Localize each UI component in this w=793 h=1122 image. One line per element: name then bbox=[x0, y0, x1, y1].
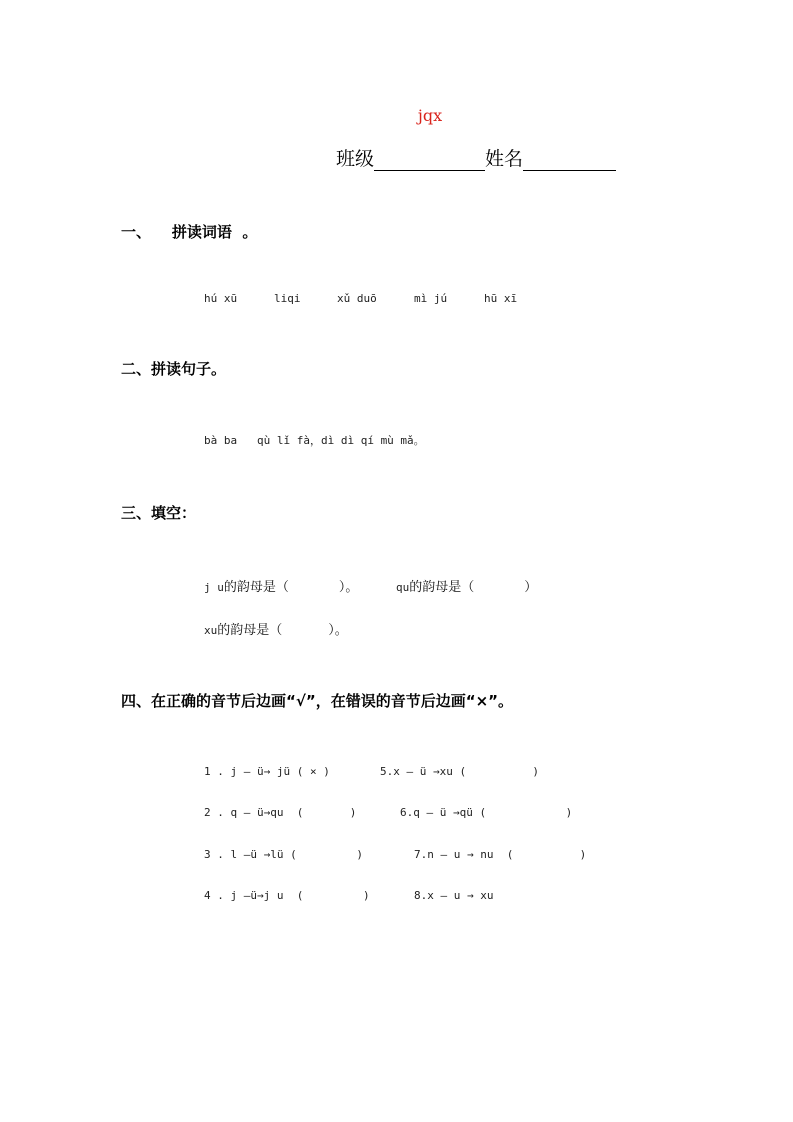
fill-item-1 bbox=[204, 576, 358, 595]
item-answer[interactable]: ( ) bbox=[506, 848, 587, 861]
item-expression: q — ü →qü bbox=[413, 806, 473, 819]
judge-item-1 bbox=[204, 765, 330, 778]
item-number: 3 . bbox=[204, 848, 224, 861]
fill-prompt: 的韵母是（ bbox=[409, 580, 475, 595]
word-5: hū xī bbox=[484, 292, 518, 305]
section-4-heading: 四、在正确的音节后边画“√”，在错误的音节后边画“×”。 bbox=[121, 692, 514, 710]
item-expression: j — ü→ jü bbox=[230, 765, 291, 778]
fill-prompt: 的韵母是（ bbox=[223, 580, 289, 595]
document-title: jqx bbox=[417, 106, 443, 125]
fill-syllable: xu bbox=[204, 624, 218, 637]
item-number: 6. bbox=[400, 806, 414, 819]
item-expression: l —ü →lü bbox=[230, 848, 284, 861]
judge-item-6 bbox=[400, 806, 572, 819]
fill-syllable: j u bbox=[204, 581, 224, 594]
item-number: 8. bbox=[414, 889, 428, 902]
item-number: 4 . bbox=[204, 889, 224, 902]
fill-syllable: qu bbox=[396, 581, 410, 594]
item-number: 1 . bbox=[204, 765, 224, 778]
fill-prompt: 的韵母是（ bbox=[217, 623, 283, 638]
name-blank[interactable] bbox=[523, 148, 616, 171]
fill-item-2 bbox=[396, 576, 537, 595]
fill-tail: ） bbox=[524, 580, 538, 595]
item-answer[interactable]: ( ) bbox=[296, 889, 370, 902]
item-answer[interactable]: ( × ) bbox=[296, 765, 330, 778]
item-answer[interactable]: ( ) bbox=[296, 806, 357, 819]
student-info-line bbox=[336, 144, 616, 171]
fill-tail: ）。 bbox=[328, 623, 348, 638]
section-3-heading: 三、填空： bbox=[121, 504, 197, 522]
judge-item-4 bbox=[204, 889, 370, 902]
item-answer[interactable]: ( ) bbox=[290, 848, 363, 861]
section-2-heading: 二、拼读句子。 bbox=[121, 360, 227, 378]
section-1-heading: 一、 拼读词语 。 bbox=[121, 223, 258, 241]
fill-item-3 bbox=[204, 619, 348, 638]
judge-item-5 bbox=[380, 765, 539, 778]
item-number: 2 . bbox=[204, 806, 224, 819]
item-number: 7. bbox=[414, 848, 428, 861]
item-expression: x — u → xu bbox=[427, 889, 494, 902]
name-label: 姓名 bbox=[485, 148, 524, 170]
item-expression: q — ü→qu bbox=[230, 806, 284, 819]
item-number: 5. bbox=[380, 765, 394, 778]
item-expression: n — u → nu bbox=[427, 848, 494, 861]
class-blank[interactable] bbox=[374, 148, 485, 171]
item-answer[interactable]: ( ) bbox=[479, 806, 573, 819]
word-2: liqi bbox=[274, 292, 301, 305]
item-answer[interactable]: ( ) bbox=[459, 765, 539, 778]
sentence: bà ba qù lǐ fà，dì dì qí mù mǎ。 bbox=[204, 434, 425, 447]
judge-item-3 bbox=[204, 848, 363, 861]
item-expression: x — ü →xu bbox=[393, 765, 453, 778]
word-1: hú xū bbox=[204, 292, 238, 305]
word-4: mì jú bbox=[414, 292, 448, 305]
judge-item-2 bbox=[204, 806, 356, 819]
judge-item-8 bbox=[414, 889, 493, 902]
word-3: xǔ duō bbox=[337, 292, 377, 305]
judge-item-7 bbox=[414, 848, 586, 861]
class-label: 班级 bbox=[336, 148, 375, 170]
fill-tail: ）。 bbox=[338, 580, 359, 595]
item-expression: j —ü→j u bbox=[230, 889, 284, 902]
